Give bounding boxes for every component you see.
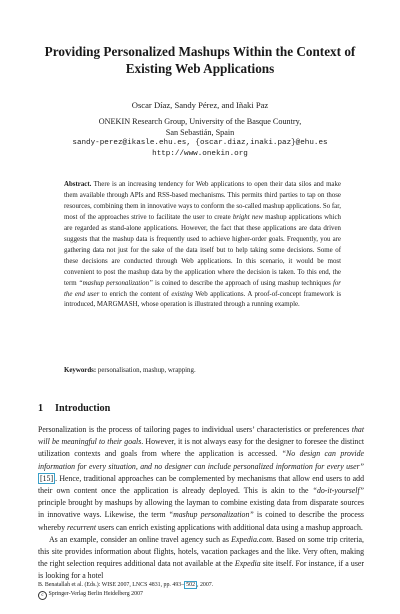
page-range-link[interactable]: 502 <box>186 582 196 588</box>
title-line-1: Providing Personalized Mashups Within the Context of <box>44 44 356 59</box>
abstract-emph-1: bright new <box>232 213 263 221</box>
keywords-text: personalisation, mashup, wrapping. <box>96 367 196 374</box>
p1-emph-5: recurrent <box>66 522 97 532</box>
footer-citation-text: B. Benatallah et al. (Eds.): WISE 2007, LNCS 4831, pp. 493– <box>38 582 185 588</box>
paragraph-1 <box>38 424 364 534</box>
abstract-text-2: mashup applications which are regarded as stand-alone applications. However, the fact that these applications are data driven suggests that the mashup data is frequently used to achieve higher-order goals. Frequently, you are gathering data not just for the sake of the data itself but to help taking some decisions. Some of these decisions are conducted through Web applications. In this scenario, it would be most convenient to post the mashup data by the application where the decision is taken. To this end, the term <box>64 213 341 287</box>
paper-title <box>30 43 370 77</box>
p2-text-1: As an example, consider an online travel agency such as <box>49 534 232 544</box>
title-line-2: Existing Web Applications <box>125 61 275 76</box>
abstract-emph-3: for the end user <box>64 279 341 298</box>
body-text <box>38 424 364 583</box>
affiliation-line-1: ONEKIN Research Group, University of the Basque Country, <box>98 117 302 126</box>
citation-line <box>38 581 368 590</box>
affiliation-block <box>20 117 380 159</box>
abstract-emph-4: existing <box>171 290 193 298</box>
p1-text-7: users can enrich existing applications with additional data using a mashup approach. <box>96 522 363 532</box>
section-title: Introduction <box>55 403 111 414</box>
p1-emph-4: “mashup personalization” <box>168 510 254 520</box>
paragraph-2 <box>38 534 364 583</box>
section-number: 1 <box>38 403 44 414</box>
p2-text-2: . Based on some trip criteria, this site provides information about flights, hotels, vacation packages and the like. Very often, making the right selection requires additional data not available at the <box>38 534 364 569</box>
abstract-text-4: to enrich the content of <box>99 290 172 298</box>
abstract-label: Abstract. <box>64 181 92 188</box>
abstract-text-3: is coined to describe the approach of using mashup techniques <box>152 279 333 287</box>
copyright-text: Springer-Verlag Berlin Heidelberg 2007 <box>47 590 143 597</box>
p2-emph-1: Expedia.com <box>231 534 272 544</box>
p1-emph-1: that will be meaningful to their goals <box>38 425 364 447</box>
footer-citation-end: , 2007. <box>197 582 214 588</box>
p1-text-6: is coined to describe the process whereby <box>38 510 364 532</box>
citation-link[interactable]: [15] <box>40 473 54 483</box>
author-list: Oscar Díaz, Sandy Pérez, and Iñaki Paz <box>131 100 269 110</box>
abstract-text-1: There is an increasing tendency for Web applications to open their data silos and make them available through APIs and RSS-based mechanisms. This permits third parties to tap on those resources, combining them in innovative ways to conform the so-called mashup applications. So far, most of the approaches strive to facilitate the user to create <box>64 181 341 221</box>
copyright-line <box>38 590 368 600</box>
p1-text-5: principle brought by mashups by allowing the layman to combine existing data from disparate sources in innovative ways. Likewise, the term <box>38 498 364 520</box>
affiliation-line-2: San Sebastián, Spain <box>165 127 235 137</box>
group-website: http://www.onekin.org <box>152 149 248 158</box>
author-emails: sandy-perez@ikasle.ehu.es, {oscar.diaz,inaki.paz}@ehu.es <box>72 139 328 148</box>
keywords <box>64 367 341 374</box>
abstract-text-5: Web applications. A proof-of-concept framework is introduced, MARGMASH, whose operation is illustrated through a running example. <box>64 290 342 309</box>
copyright-icon: c <box>38 591 47 600</box>
keywords-label: Keywords: <box>64 367 97 374</box>
p2-emph-2: Expedia <box>234 559 261 569</box>
section-heading <box>38 403 110 414</box>
p1-emph-2: “No design can provide information for every situation, and no designer can include personalized information for every user” <box>38 449 364 471</box>
p1-text-4: . Hence, traditional approaches can be complemented by mechanisms that allow end users to add their own content once the application is already deployed. This is akin to the <box>38 473 364 496</box>
abstract <box>64 180 341 311</box>
abstract-emph-2: “mashup personalization” <box>78 279 153 287</box>
page-footer <box>38 581 368 600</box>
p1-emph-3: “do-it-yourself” <box>312 486 364 496</box>
p2-text-3: site itself. For instance, if a user is looking for a hotel <box>38 559 364 581</box>
p1-text-1: Personalization is the process of tailoring pages to individual users’ characteristics or preferences <box>38 425 352 434</box>
p1-text-2: . However, it is not always easy for the designer to foresee the distinct utilization contexts and goals from where the application is accessed. <box>38 437 365 459</box>
